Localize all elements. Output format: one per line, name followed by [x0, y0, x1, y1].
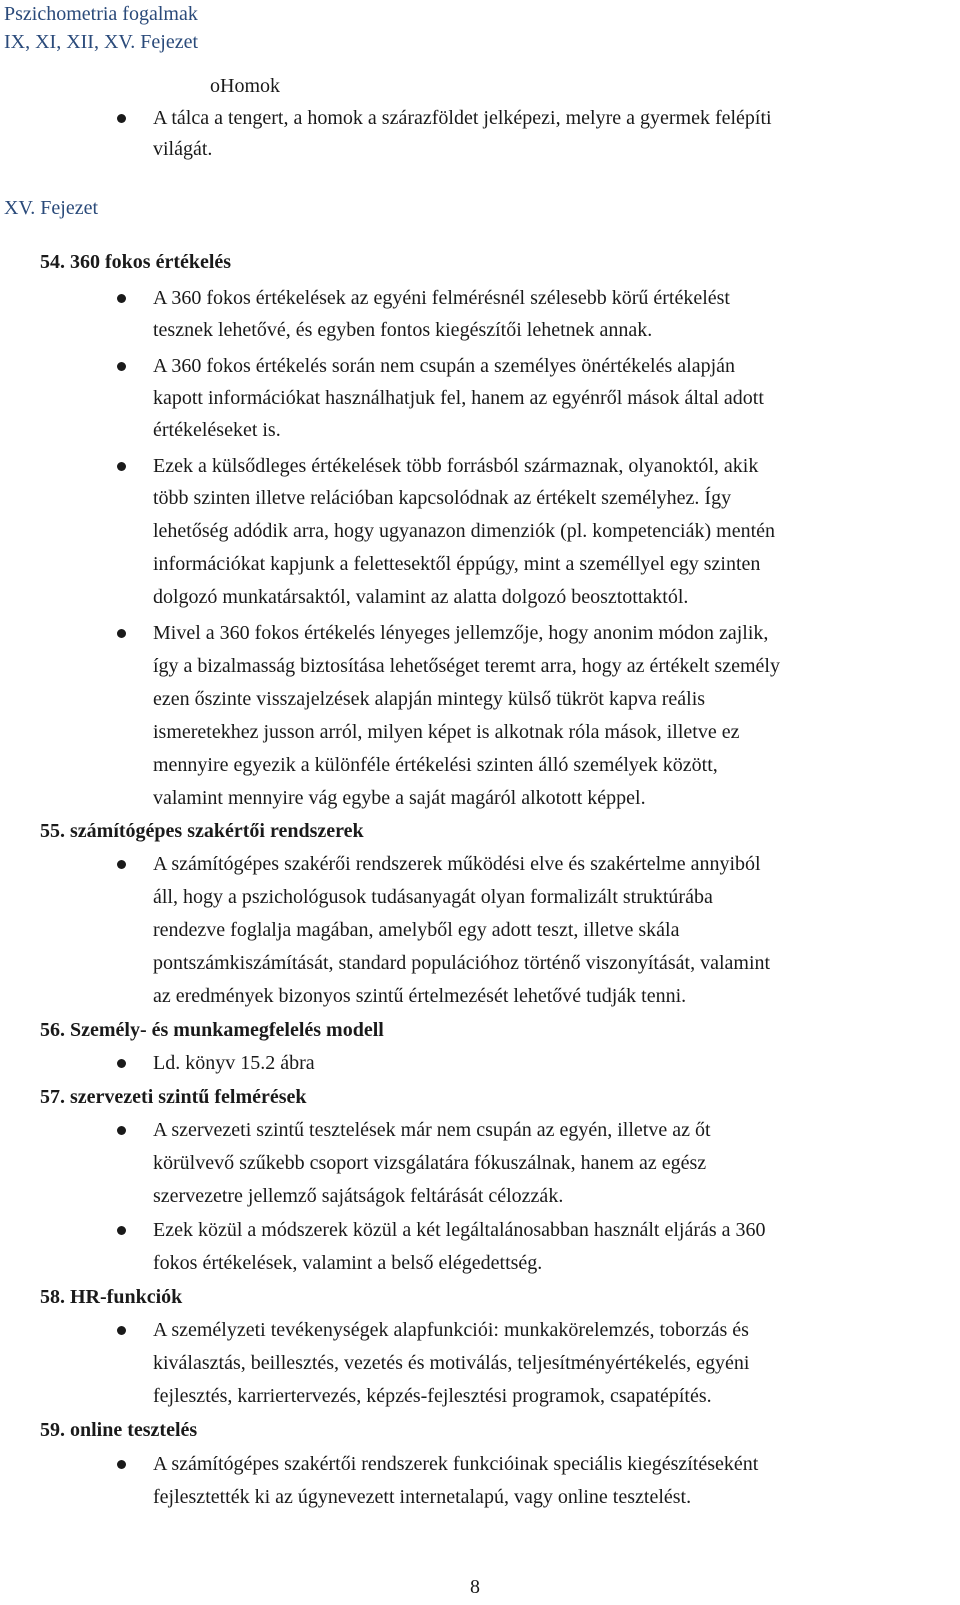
bullet-text-line: A számítógépes szakérői rendszerek működési elve és szakértelme annyiból	[153, 853, 761, 875]
bullet-icon	[117, 114, 126, 123]
bullet-text-line: az eredmények bizonyos szintű értelmezését lehetővé tudják tenni.	[153, 985, 687, 1007]
bullet-text-line: valamint mennyire vág egybe a saját magáról alkotott képpel.	[153, 787, 646, 809]
bullet-icon	[117, 362, 126, 371]
bullet-icon	[117, 1326, 126, 1335]
bullet-text-line: A szervezeti szintű tesztelések már nem csupán az egyén, illetve az őt	[153, 1119, 711, 1141]
page-number: 8	[470, 1576, 480, 1598]
bullet-text-line: A tálca a tengert, a homok a szárazföldet jelképezi, melyre a gyermek felépíti	[153, 107, 772, 129]
bullet-text-line: Ld. könyv 15.2 ábra	[153, 1052, 315, 1074]
sub-item-label: Homok	[220, 75, 280, 97]
bullet-text-line: kiválasztás, beillesztés, vezetés és motiválás, teljesítményértékelés, egyéni	[153, 1352, 750, 1374]
section-heading: 59. online tesztelés	[40, 1419, 198, 1441]
bullet-text-line: fejlesztés, karriertervezés, képzés-fejlesztési programok, csapatépítés.	[153, 1385, 712, 1407]
bullet-text-line: ezen őszinte visszajelzések alapján mintegy külső tükröt kapva reális	[153, 688, 706, 710]
bullet-text-line: információkat kapjunk a felettesektől éppúgy, mint a személlyel egy szinten	[153, 553, 761, 575]
bullet-text-line: kapott információkat használhatjuk fel, hanem az egyénről mások által adott	[153, 387, 764, 409]
bullet-text-line: világát.	[153, 138, 213, 160]
bullet-icon	[117, 1059, 126, 1068]
header-title: Pszichometria fogalmak	[4, 3, 198, 25]
section-heading: 57. szervezeti szintű felmérések	[40, 1086, 307, 1108]
bullet-text-line: A személyzeti tevékenységek alapfunkciói: munkakörelemzés, toborzás és	[153, 1319, 749, 1341]
section-heading: 58. HR-funkciók	[40, 1286, 183, 1308]
sub-item	[210, 72, 280, 100]
bullet-icon	[117, 1460, 126, 1469]
bullet-text-line: ismeretekhez jusson arról, milyen képet is alkotnak róla mások, illetve ez	[153, 721, 740, 743]
bullet-text-line: A 360 fokos értékelés során nem csupán a személyes önértékelés alapján	[153, 355, 736, 377]
sub-item-marker: o	[210, 75, 220, 97]
bullet-text-line: körülvevő szűkebb csoport vizsgálatára fókuszálnak, hanem az egész	[153, 1152, 707, 1174]
bullet-icon	[117, 1126, 126, 1135]
bullet-text-line: rendezve foglalja magában, amelyből egy adott teszt, illetve skála	[153, 919, 680, 941]
bullet-text-line: Mivel a 360 fokos értékelés lényeges jellemzője, hogy anonim módon zajlik,	[153, 622, 769, 644]
bullet-text-line: fejlesztették ki az úgynevezett internetalapú, vagy online tesztelést.	[153, 1486, 692, 1508]
bullet-text-line: Ezek közül a módszerek közül a két legáltalánosabban használt eljárás a 360	[153, 1219, 766, 1241]
bullet-text-line: dolgozó munkatársaktól, valamint az alatta dolgozó beosztottaktól.	[153, 586, 689, 608]
bullet-text-line: Ezek a külsődleges értékelések több forrásból származnak, olyanoktól, akik	[153, 455, 759, 477]
page-header	[4, 0, 198, 56]
bullet-text-line: A 360 fokos értékelések az egyéni felmérésnél szélesebb körű értékelést	[153, 287, 730, 309]
section-heading: 55. számítógépes szakértői rendszerek	[40, 820, 364, 842]
bullet-text-line: így a bizalmasság biztosítása lehetőséget teremt arra, hogy az értékelt személy	[153, 655, 780, 677]
bullet-text-line: tesznek lehetővé, és egyben fontos kiegészítői lehetnek annak.	[153, 319, 653, 341]
bullet-icon	[117, 1226, 126, 1235]
bullet-text-line: fokos értékelések, valamint a belső elégedettség.	[153, 1252, 543, 1274]
bullet-text-line: értékeléseket is.	[153, 419, 281, 441]
bullet-icon	[117, 629, 126, 638]
bullet-icon	[117, 294, 126, 303]
bullet-icon	[117, 462, 126, 471]
bullet-text-line: lehetőség adódik arra, hogy ugyanazon dimenziók (pl. kompetenciák) mentén	[153, 520, 776, 542]
section-heading: 56. Személy- és munkamegfelelés modell	[40, 1019, 384, 1041]
bullet-text-line: A számítógépes szakértői rendszerek funkcióinak speciális kiegészítéseként	[153, 1453, 759, 1475]
header-chapters: IX, XI, XII, XV. Fejezet	[4, 31, 199, 53]
bullet-text-line: szervezetre jellemző sajátságok feltárását célozzák.	[153, 1185, 564, 1207]
section-heading: 54. 360 fokos értékelés	[40, 251, 232, 273]
bullet-text-line: több szinten illetve relációban kapcsolódnak az értékelt személyhez. Így	[153, 487, 732, 509]
bullet-text-line: áll, hogy a pszichológusok tudásanyagát olyan formalizált struktúrába	[153, 886, 713, 908]
chapter-heading: XV. Fejezet	[4, 197, 99, 219]
bullet-text-line: pontszámkiszámítását, standard populációhoz történő viszonyítását, valamint	[153, 952, 771, 974]
bullet-icon	[117, 860, 126, 869]
bullet-text-line: mennyire egyezik a különféle értékelési szinten álló személyek között,	[153, 754, 718, 776]
